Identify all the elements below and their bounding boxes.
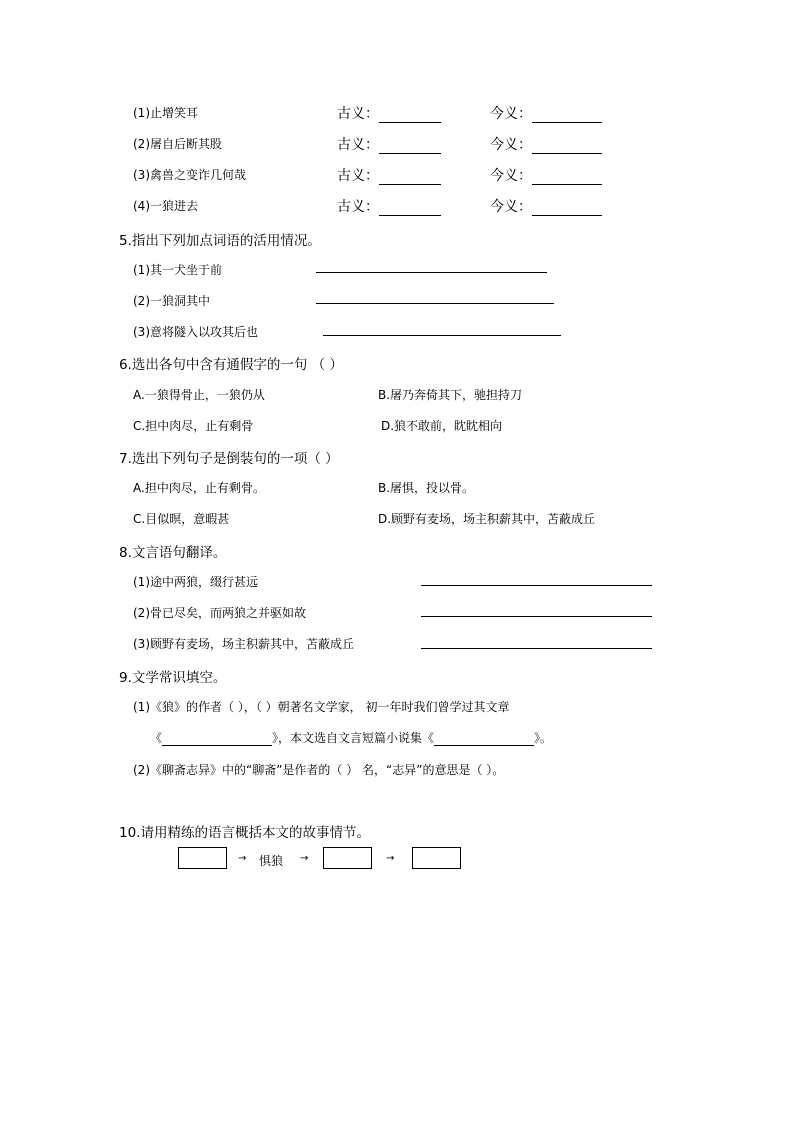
arrow-right-icon: →	[386, 853, 395, 864]
q6-option-c[interactable]: C.担中肉尽，止有剩骨	[133, 419, 254, 433]
q4-gu-label-4: 古义：	[337, 196, 441, 216]
q7-title: 7.选出下列句子是倒装句的一项（ ）	[119, 451, 339, 467]
q10-box-1[interactable]	[178, 847, 227, 869]
q4-gu-blank-3[interactable]	[379, 170, 441, 185]
q4-item-4: (4)一狼进去	[133, 199, 198, 213]
q9-blank-collection[interactable]	[434, 731, 534, 746]
q5-title: 5.指出下列加点词语的活用情况。	[119, 233, 321, 249]
q8-answer-line-1[interactable]	[421, 585, 652, 586]
q4-jin-label-3: 今义：	[490, 165, 602, 185]
q6-option-a[interactable]: A.一狼得骨止，一狼仍从	[133, 388, 265, 402]
q4-gu-label-2: 古义：	[337, 134, 441, 154]
q4-item-2: (2)屠自后断其股	[133, 137, 222, 151]
q5-item-2: (2)一狼洞其中	[133, 294, 210, 308]
q8-title: 8.文言语句翻译。	[119, 545, 227, 561]
q9-line-1: (1)《狼》的作者（ ），（ ）朝著名文学家， 初一年时我们曾学过其文章	[133, 700, 510, 714]
q4-gu-label-1: 古义：	[337, 103, 441, 123]
q8-answer-line-2[interactable]	[421, 616, 652, 617]
q5-item-1: (1)其一犬坐于前	[133, 263, 222, 277]
q7-option-c[interactable]: C.目似暝，意暇甚	[133, 512, 230, 526]
q8-answer-line-3[interactable]	[421, 648, 652, 649]
q8-item-3: (3)顾野有麦场，场主积薪其中，苫蔽成丘	[133, 637, 354, 651]
q7-option-b[interactable]: B.屠惧，投以骨。	[378, 481, 475, 495]
q7-option-d[interactable]: D.顾野有麦场，场主积薪其中，苫蔽成丘	[378, 512, 596, 526]
q10-box-2[interactable]	[323, 847, 372, 869]
q4-gu-blank-2[interactable]	[379, 139, 441, 154]
q9-blank-article[interactable]	[162, 731, 272, 746]
q4-item-1: (1)止增笑耳	[133, 106, 198, 120]
q4-gu-blank-1[interactable]	[379, 108, 441, 123]
q10-box-3[interactable]	[412, 847, 461, 869]
q10-title: 10.请用精练的语言概括本文的故事情节。	[119, 825, 370, 841]
q4-jin-blank-2[interactable]	[532, 139, 602, 154]
q5-answer-line-1[interactable]	[316, 272, 547, 273]
q9-title: 9.文学常识填空。	[119, 670, 227, 686]
q4-gu-label-3: 古义：	[337, 165, 441, 185]
arrow-right-icon: →	[300, 853, 309, 864]
q4-jin-label-4: 今义：	[490, 196, 602, 216]
q4-jin-label-1: 今义：	[490, 103, 602, 123]
q9-line-3: (2)《聊斋志异》中的“聊斋”是作者的（ ） 名，“志异”的意思是（ ）。	[133, 763, 505, 777]
q4-jin-label-2: 今义：	[490, 134, 602, 154]
q9-line-2: 《 》，本文选自文言短篇小说集《 》。	[150, 731, 553, 745]
q5-item-3: (3)意将隧入以攻其后也	[133, 325, 258, 339]
q4-item-3: (3)禽兽之变诈几何哉	[133, 168, 246, 182]
q7-option-a[interactable]: A.担中肉尽，止有剩骨。	[133, 481, 265, 495]
q4-jin-blank-4[interactable]	[532, 201, 602, 216]
q5-answer-line-3[interactable]	[323, 335, 561, 336]
q8-item-1: (1)途中两狼，缀行甚远	[133, 575, 258, 589]
q10-middle-label: 惧狼	[259, 854, 284, 868]
q6-title: 6.选出各句中含有通假字的一句 （ ）	[119, 357, 343, 373]
q8-item-2: (2)骨已尽矣，而两狼之并驱如故	[133, 606, 306, 620]
q6-option-d[interactable]: D.狼不敢前，眈眈相向	[381, 419, 503, 433]
arrow-right-icon: →	[238, 853, 247, 864]
q6-option-b[interactable]: B.屠乃奔倚其下，驰担持刀	[378, 388, 523, 402]
q4-jin-blank-1[interactable]	[532, 108, 602, 123]
q4-gu-blank-4[interactable]	[379, 201, 441, 216]
q5-answer-line-2[interactable]	[316, 303, 554, 304]
q4-jin-blank-3[interactable]	[532, 170, 602, 185]
